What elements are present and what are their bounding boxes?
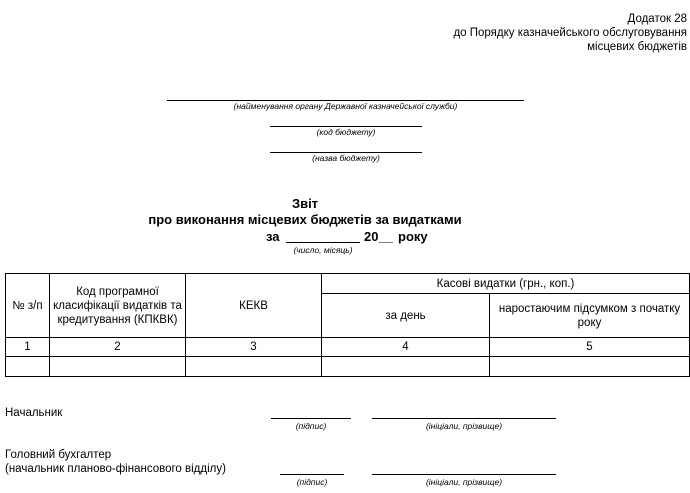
- organ-name-caption: (найменування органу Державної казначейської служби): [233, 101, 458, 111]
- numbering-cell: 4: [322, 338, 490, 357]
- header-kekv: КЕКВ: [186, 274, 322, 338]
- numbering-cell: 2: [50, 338, 186, 357]
- period-prefix: за: [266, 229, 280, 244]
- period-date-caption: (число, місяць): [293, 245, 353, 255]
- period-year: 20__: [364, 229, 393, 244]
- budget-code-caption: (код бюджету): [316, 127, 376, 137]
- chief-initials-caption: (ініціали, прізвище): [425, 421, 503, 431]
- appendix-line-1: Додаток 28: [627, 13, 687, 25]
- report-title: Звіт: [291, 196, 319, 211]
- chief-initials-field[interactable]: [372, 418, 556, 419]
- accountant-initials-field[interactable]: [372, 474, 556, 475]
- header-cash-expenses: Касові видатки (грн., коп.): [322, 274, 690, 294]
- chief-label: Начальник: [5, 407, 63, 419]
- header-number: № з/п: [6, 274, 50, 338]
- header-code: Код програмної класифікації видатків та кредитування (КПКВК): [50, 274, 186, 338]
- appendix-header: [453, 12, 687, 54]
- numbering-row: [6, 338, 690, 357]
- period-suffix: року: [398, 229, 428, 244]
- data-cell[interactable]: [322, 357, 490, 377]
- accountant-initials-caption: (ініціали, прізвище): [425, 477, 503, 487]
- numbering-cell: 5: [490, 338, 690, 357]
- appendix-line-3: місцевих бюджетів: [587, 41, 687, 53]
- chief-signature-caption: (підпис): [295, 421, 327, 431]
- data-cell[interactable]: [50, 357, 186, 377]
- accountant-signature-field[interactable]: [280, 474, 344, 475]
- header-cumulative: наростаючим підсумком з початку року: [490, 294, 690, 338]
- header-per-day: за день: [322, 294, 490, 338]
- report-subtitle: про виконання місцевих бюджетів за видатками: [148, 212, 462, 227]
- data-cell[interactable]: [490, 357, 690, 377]
- data-cell[interactable]: [186, 357, 322, 377]
- period-date-field[interactable]: [286, 242, 360, 243]
- numbering-cell: 3: [186, 338, 322, 357]
- accountant-label: Головний бухгалтер: [5, 449, 112, 461]
- accountant-signature-caption: (підпис): [296, 477, 328, 487]
- appendix-line-2: до Порядку казначейського обслуговування: [453, 27, 687, 39]
- budget-name-caption: (назва бюджету): [312, 153, 380, 163]
- accountant-label-sub: (начальник планово-фінансового відділу): [5, 463, 226, 475]
- report-table: [5, 273, 690, 377]
- numbering-cell: 1: [6, 338, 50, 357]
- data-cell[interactable]: [6, 357, 50, 377]
- table-row: [6, 357, 690, 377]
- chief-signature-field[interactable]: [271, 418, 351, 419]
